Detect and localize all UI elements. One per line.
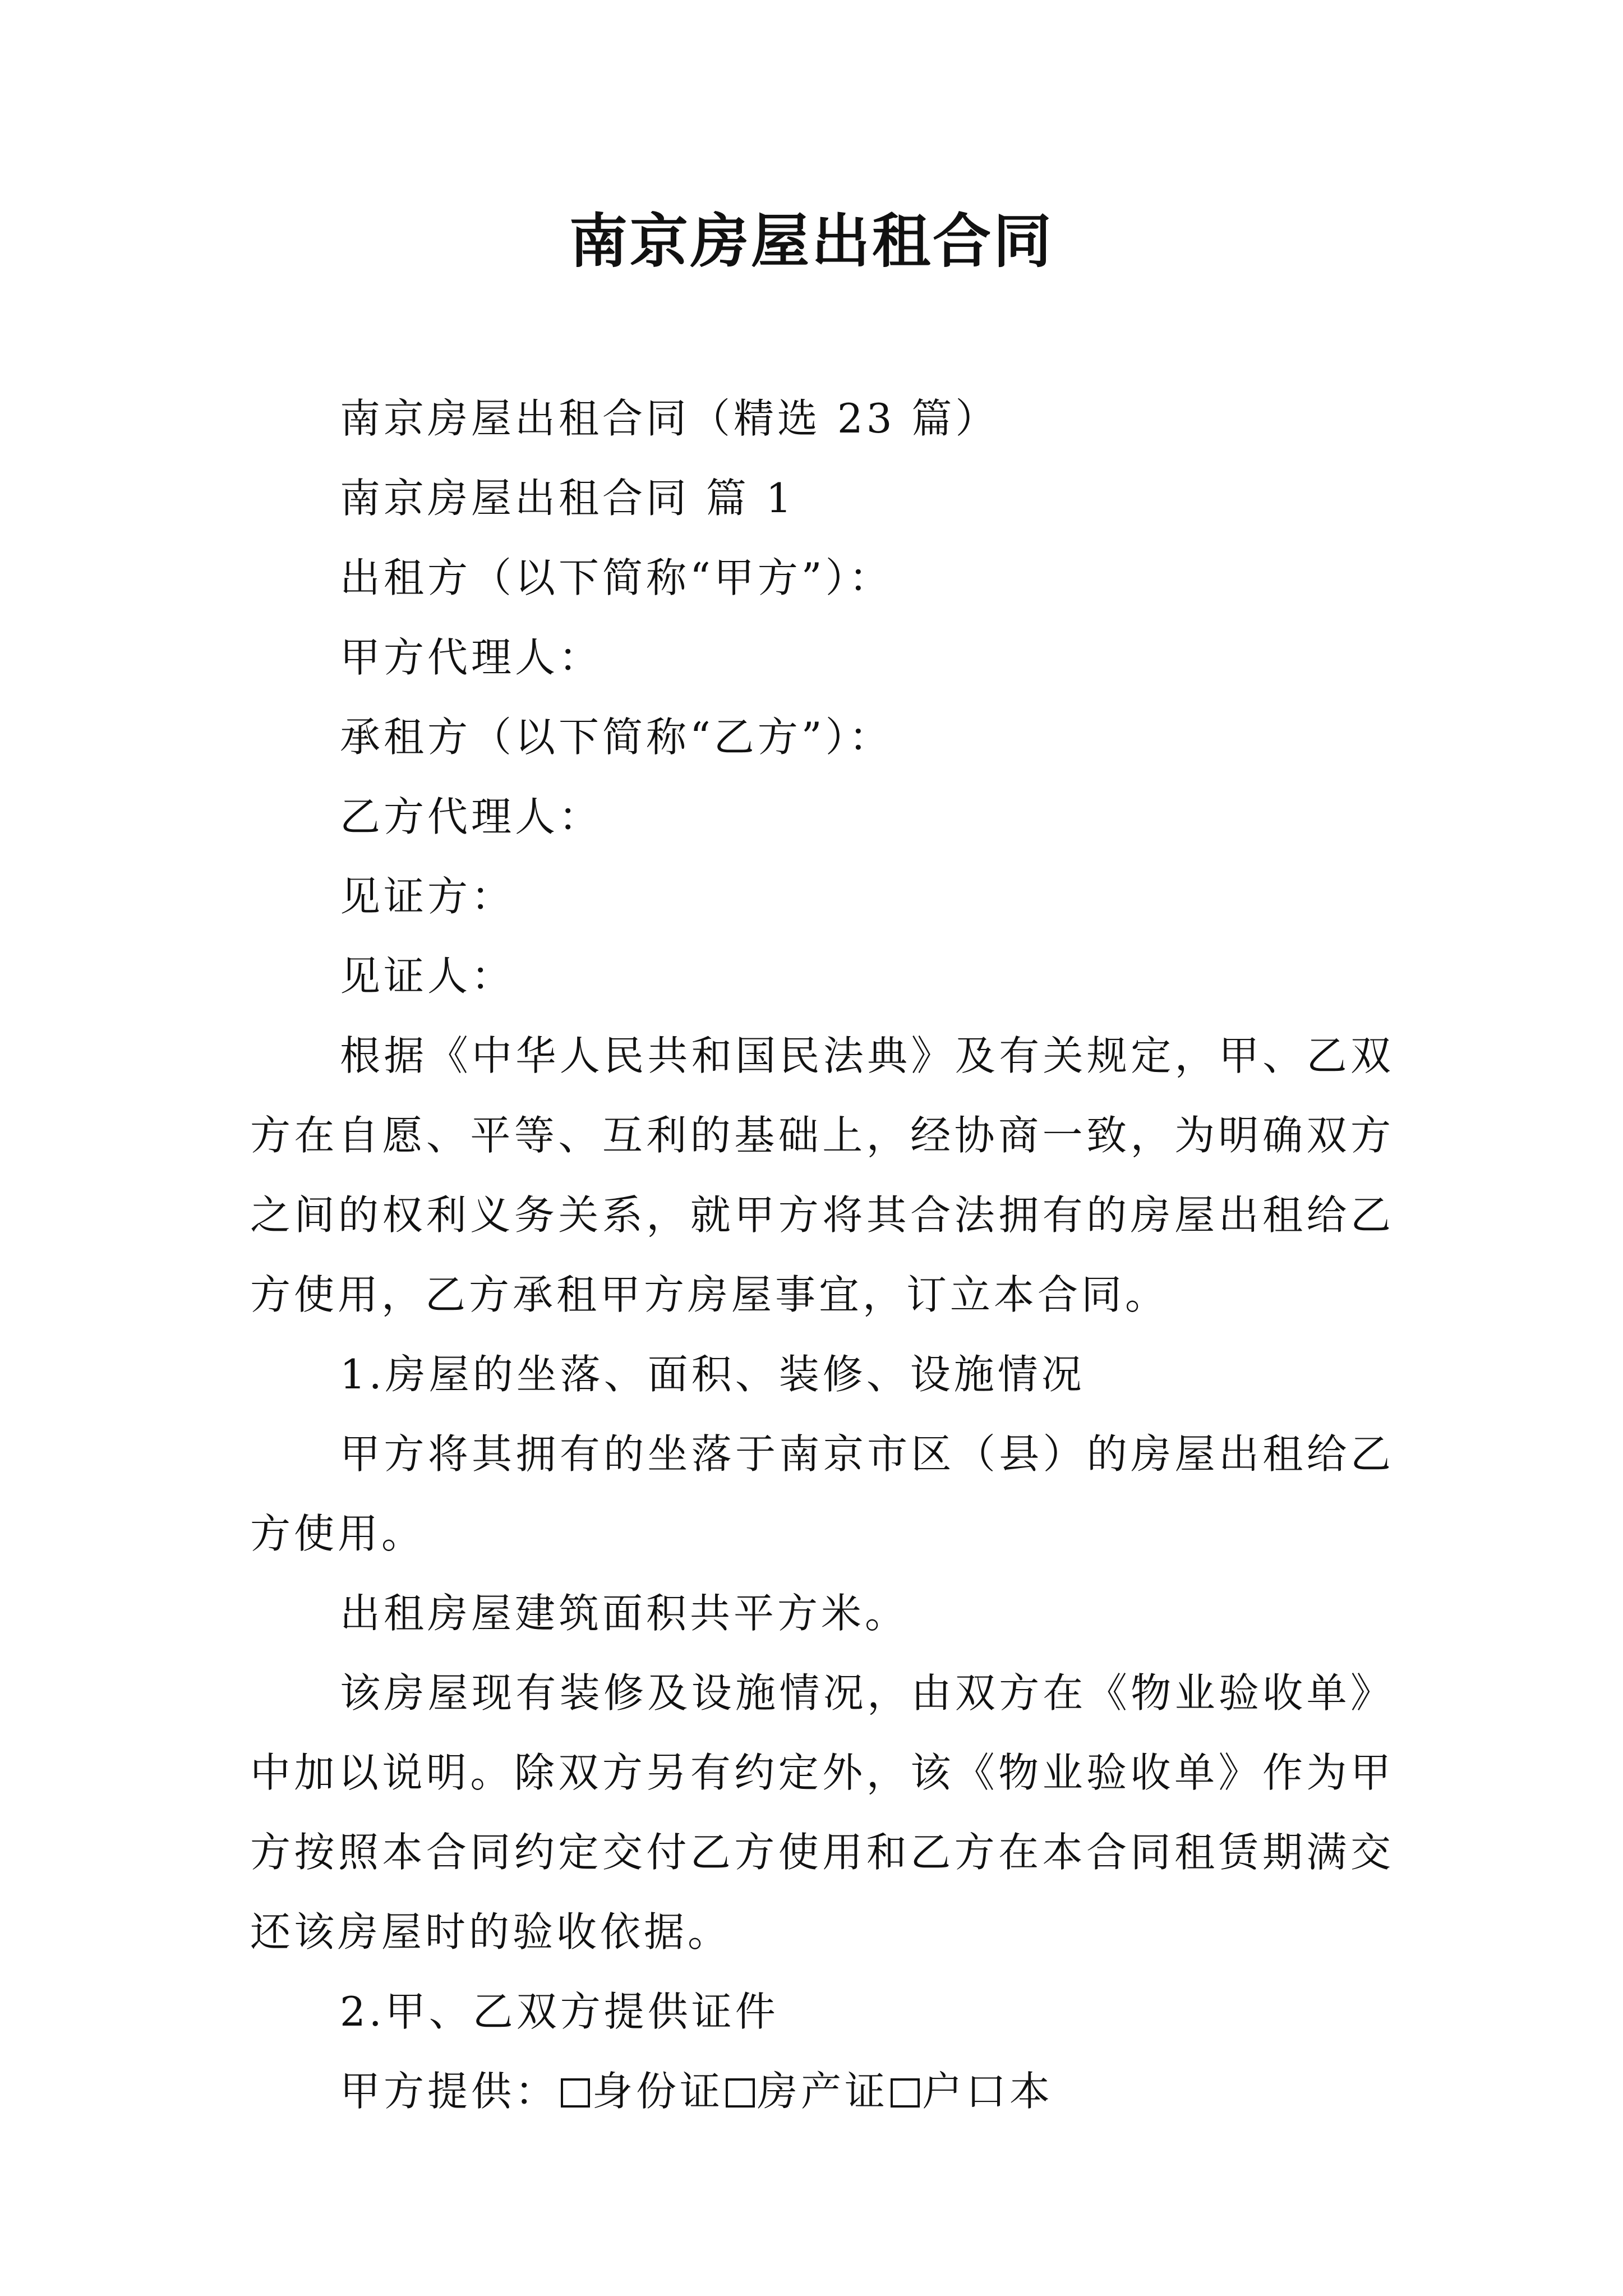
checkbox-icon <box>891 2078 920 2108</box>
lessor-agent-line: 甲方代理人： <box>340 634 603 681</box>
witness-line: 见证人： <box>340 953 515 1000</box>
witness-party-line: 见证方： <box>340 873 515 920</box>
clause1-paragraph-area: 出租房屋建筑面积共平方米。 <box>340 1590 909 1637</box>
document-body <box>250 379 1394 2131</box>
clause1-heading: 1.房屋的坐落、面积、装修、设施情况 <box>340 1351 1085 1398</box>
preamble-paragraph: 根据《中华人民共和国民法典》及有关规定，甲、乙双方在自愿、平等、互利的基础上，经协商一致，为明确双方之间的权利义务关系，就甲方将其合法拥有的房屋出租给乙方使用，乙方承租甲方房屋事宜，订立本合同。 <box>250 1032 1394 1318</box>
clause2-heading: 2.甲、乙双方提供证件 <box>340 1988 779 2035</box>
clause1-paragraph-fixtures: 该房屋现有装修及设施情况，由双方在《物业验收单》中加以说明。除双方另有约定外，该《物业验收单》作为甲方按照本合同约定交付乙方使用和乙方在本合同租赁期满交还该房屋时的验收依据。 <box>250 1669 1394 1955</box>
option-property-certificate: 房产证 <box>757 2068 889 2115</box>
option-id-card: 身份证 <box>592 2068 724 2115</box>
lessor-documents-line <box>250 2051 1394 2131</box>
option-household-register: 户口本 <box>922 2068 1054 2115</box>
lessor-documents-label: 甲方提供： <box>340 2068 559 2115</box>
lessee-agent-line: 乙方代理人： <box>340 793 603 840</box>
document-title: 南京房屋出租合同 <box>569 206 1054 275</box>
checkbox-icon <box>561 2078 590 2108</box>
checkbox-icon <box>726 2078 755 2108</box>
lessor-line: 出租方（以下简称“甲方”）： <box>340 554 893 601</box>
section-heading: 南京房屋出租合同 篇 1 <box>340 475 795 522</box>
document-subtitle: 南京房屋出租合同（精选 23 篇） <box>340 395 999 442</box>
clause1-paragraph-location: 甲方将其拥有的坐落于南京市区（县）的房屋出租给乙方使用。 <box>250 1430 1394 1557</box>
lessee-line: 承租方（以下简称“乙方”）： <box>340 714 893 761</box>
